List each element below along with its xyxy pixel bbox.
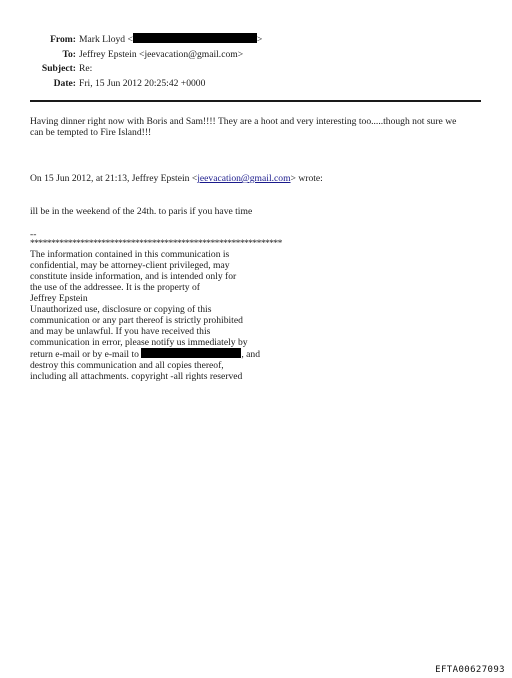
notify-end: , and bbox=[241, 349, 261, 360]
disclaimer-line: including all attachments. copyright -all rights reserved bbox=[30, 371, 243, 382]
redaction-box bbox=[133, 33, 257, 43]
quote-email-link[interactable]: jeevacation@gmail.com bbox=[197, 173, 291, 184]
from-row bbox=[30, 33, 262, 48]
from-close: > bbox=[256, 34, 263, 45]
subject-row bbox=[30, 62, 262, 77]
message-line: can be tempted to Fire Island!!! bbox=[30, 127, 152, 138]
disclaimer-line: confidential, may be attorney-client privileged, may bbox=[30, 260, 230, 271]
to-label: To: bbox=[62, 48, 76, 60]
subject-value: Re: bbox=[79, 63, 93, 74]
disclaimer-line: Jeffrey Epstein bbox=[30, 293, 88, 304]
from-name: Mark Lloyd < bbox=[79, 34, 133, 45]
signature-block bbox=[30, 229, 485, 382]
disclaimer-line: communication or any part thereof is strictly prohibited bbox=[30, 315, 243, 326]
disclaimer-line: the use of the addressee. It is the property of bbox=[30, 282, 200, 293]
disclaimer-line: and may be unlawful. If you have received this bbox=[30, 326, 211, 337]
disclaimer-line: communication in error, please notify us immediately by bbox=[30, 337, 248, 348]
from-label: From: bbox=[50, 34, 76, 45]
signature-stars: ************************************************************ bbox=[30, 238, 282, 249]
message-body bbox=[30, 116, 485, 138]
email-headers bbox=[30, 33, 262, 91]
disclaimer-line: destroy this communication and all copies thereof, bbox=[30, 360, 224, 371]
quote-intro bbox=[30, 173, 485, 184]
notify-text: return e-mail or by e-mail to bbox=[30, 349, 139, 360]
subject-label: Subject: bbox=[41, 63, 76, 74]
notify-line bbox=[30, 348, 485, 360]
document-id: EFTA00627093 bbox=[435, 665, 505, 675]
date-row bbox=[30, 77, 262, 92]
to-row bbox=[30, 48, 262, 63]
header-divider bbox=[30, 100, 481, 102]
quoted-message: ill be in the weekend of the 24th. to paris if you have time bbox=[30, 206, 253, 217]
quote-intro-end: > wrote: bbox=[290, 173, 323, 184]
signature-dashes: -- bbox=[30, 229, 37, 240]
to-value: Jeffrey Epstein <jeevacation@gmail.com> bbox=[79, 48, 244, 60]
date-label: Date: bbox=[53, 77, 76, 89]
quote-intro-text: On 15 Jun 2012, at 21:13, Jeffrey Epstein < bbox=[30, 173, 198, 184]
redaction-box bbox=[141, 348, 241, 358]
message-line: Having dinner right now with Boris and Sam!!!! They are a hoot and very interesting too.....though not sure we bbox=[30, 116, 457, 127]
disclaimer-line: Unauthorized use, disclosure or copying of this bbox=[30, 304, 212, 315]
disclaimer-line: constitute inside information, and is intended only for bbox=[30, 271, 237, 282]
date-value: Fri, 15 Jun 2012 20:25:42 +0000 bbox=[79, 77, 206, 89]
disclaimer-line: The information contained in this communication is bbox=[30, 249, 230, 260]
